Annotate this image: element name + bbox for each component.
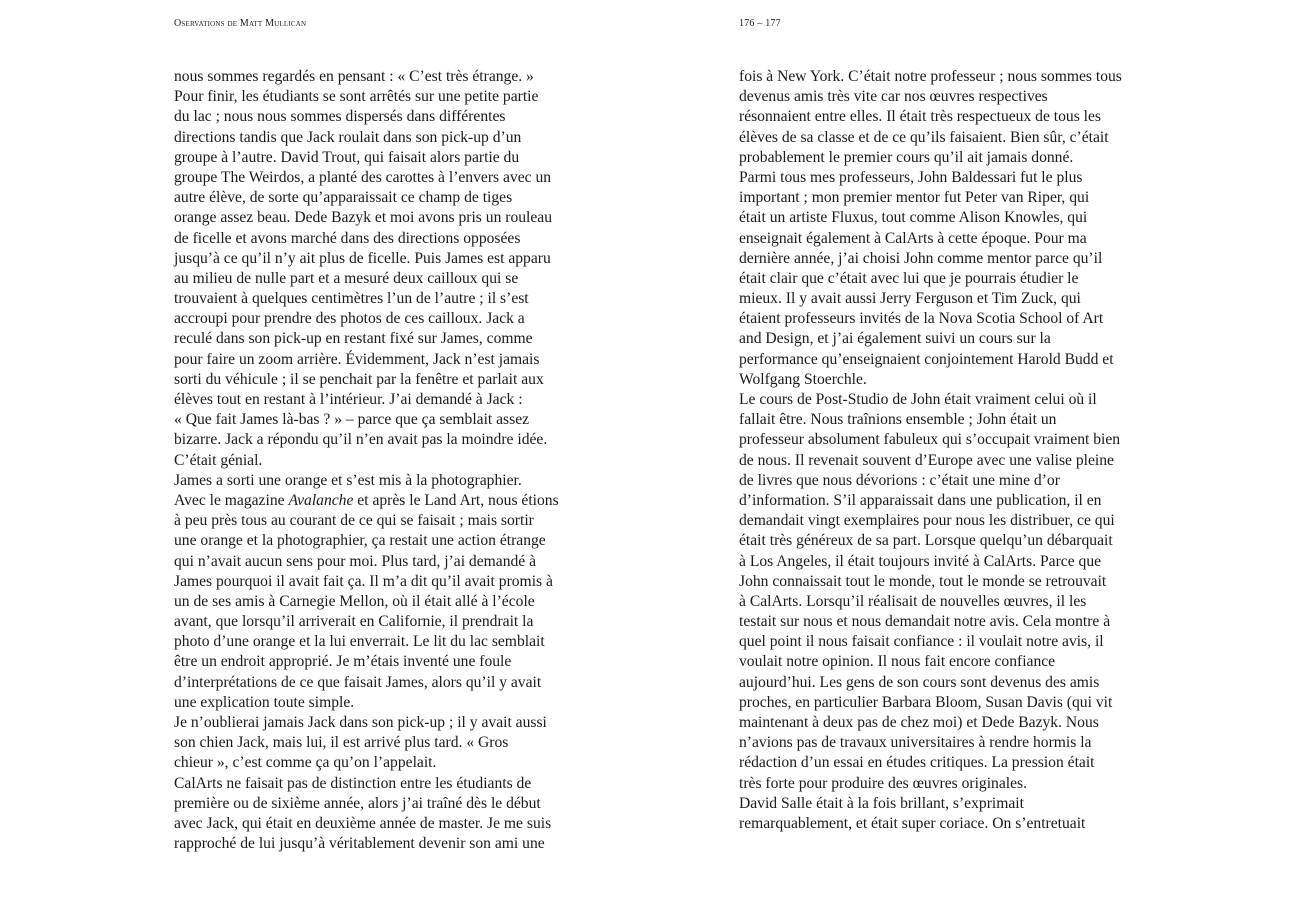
text-line: orange assez beau. Dede Bazyk et moi avons pris un rouleau [174,209,553,227]
text-line: important ; mon premier mentor fut Peter van Riper, qui [739,189,1090,207]
text-line: photo d’une orange et la lui enverrait. Le lit du lac semblait [174,633,545,651]
text-line: de ficelle et avons marché dans des directions opposées [174,229,521,247]
text-line: une explication toute simple. [174,693,355,711]
text-line: résonnaient entre elles. Il était très respectueux de tous les [739,108,1101,126]
text-line: « Que fait James là-bas ? » – parce que ça semblait assez [174,411,530,429]
text-line: aujourd’hui. Les gens de son cours sont devenus des amis [739,673,1100,691]
text-line: avec Jack, qui était en deuxième année de master. Je me suis [174,814,552,832]
text-line: à peu près tous au courant de ce qui se faisait ; mais sortir [174,512,534,530]
text-line: and Design, et j’ai également suivi un cours sur la [739,330,1051,348]
text-line: d’information. S’il apparaissait dans une publication, il en [739,491,1102,509]
text-line: autre élève, de sorte qu’apparaissait ce champ de tiges [174,189,513,207]
text-line: d’interprétations de ce que faisait James, alors qu’il y avait [174,673,542,691]
text-line: mieux. Il y avait aussi Jerry Ferguson et Tim Zuck, qui [739,290,1081,308]
magazine-title: Avalanche [288,491,354,509]
text-line: à Los Angeles, il était toujours invité à CalArts. Parce que [739,552,1102,570]
text-line: très forte pour produire des œuvres originales. [739,774,1027,792]
text-line: qui n’avait aucun sens pour moi. Plus tard, j’ai demandé à [174,552,537,570]
text-line: groupe à l’autre. David Trout, qui faisait alors partie du [174,148,520,166]
text-line: demandait vingt exemplaires pour nous les distribuer, ce qui [739,512,1115,530]
text-line: pour faire un zoom arrière. Évidemment, Jack n’est jamais [174,350,540,368]
text-line: au milieu de nulle part et a mesuré deux cailloux qui se [174,269,519,287]
text-line: élèves de sa classe et de ce qu’ils faisaient. Bien sûr, c’était [739,128,1109,146]
page-numbers: 176 – 177 [739,18,781,29]
text-line: fois à New York. C’était notre professeur ; nous sommes tous [739,68,1122,85]
left-page-text [174,67,574,854]
text-line: son chien Jack, mais lui, il est arrivé plus tard. « Gros [174,734,509,752]
text-line: performance qu’enseignaient conjointement Harold Budd et [739,350,1114,368]
text-line: C’était génial. [174,451,263,469]
text-line: dernière année, j’ai choisi John comme mentor parce qu’il [739,249,1103,267]
text-line: maintenant à deux pas de chez moi) et Dede Bazyk. Nous [739,714,1099,731]
text-line: était un artiste Fluxus, tout comme Alison Knowles, qui [739,209,1088,227]
text-line: enseignait également à CalArts à cette époque. Pour ma [739,229,1087,247]
text-line: CalArts ne faisait pas de distinction entre les étudiants de [174,774,532,792]
text-line: de livres que nous dévorions : c’était une mine d’or [739,471,1060,489]
text-line: étaient professeurs invités de la Nova Scotia School of Art [739,310,1104,328]
text-line: devenus amis très vite car nos œuvres respectives [739,88,1048,106]
text-line: une orange et la photographier, ça restait une action étrange [174,532,546,550]
text-line: Je n’oublierai jamais Jack dans son pick-up ; il y avait aussi [174,714,547,731]
text-line: rapproché de lui jusqu’à véritablement devenir son ami une [174,835,545,853]
text-line: James pourquoi il avait fait ça. Il m’a dit qu’il avait promis à [174,572,553,590]
text-line: de nous. Il revenait souvent d’Europe avec une valise pleine [739,451,1114,469]
text-line: sorti du véhicule ; il se penchait par la fenêtre et parlait aux [174,370,544,388]
text-line: Parmi tous mes professeurs, John Baldessari fut le plus [739,168,1083,186]
text-line: John connaissait tout le monde, tout le monde se retrouvait [739,572,1107,590]
text-line: être un endroit approprié. Je m’étais inventé une foule [174,653,512,671]
text-line: élèves tout en restant à l’intérieur. J’ai demandé à Jack : [174,391,523,408]
text-line: directions tandis que Jack roulait dans son pick-up d’un [174,128,522,146]
text-line: groupe The Weirdos, a planté des carottes à l’envers avec un [174,168,552,186]
text-line: jusqu’à ce qu’il n’y ait plus de ficelle. Puis James est apparu [174,249,551,267]
text-line-avalanche [174,491,574,511]
text-line: fallait être. Nous traînions ensemble ; John était un [739,411,1057,429]
text-line: David Salle était à la fois brillant, s’exprimait [739,794,1024,812]
right-page-text [739,67,1139,834]
text-line: du lac ; nous nous sommes dispersés dans différentes [174,108,506,126]
text-line: bizarre. Jack a répondu qu’il n’en avait pas la moindre idée. [174,431,548,449]
text-segment: Avec le magazine [174,491,289,509]
text-line: un de ses amis à Carnegie Mellon, où il était allé à l’école [174,592,535,610]
running-head-left: Oservations de Matt Mullican [174,18,307,29]
text-line: à CalArts. Lorsqu’il réalisait de nouvelles œuvres, il les [739,592,1087,610]
text-segment: et après le Land Art, nous étions [353,491,559,509]
text-line: Wolfgang Stoerchle. [739,370,867,388]
text-line: Le cours de Post-Studio de John était vraiment celui où il [739,391,1097,408]
text-line: était clair que c’était avec lui que je pourrais étudier le [739,269,1079,287]
text-line: trouvaient à quelques centimètres l’un de l’autre ; il s’est [174,290,529,308]
text-line: rédaction d’un essai en études critiques. La pression était [739,754,1095,772]
text-line: avant, que lorsqu’il arriverait en Californie, il prendrait la [174,613,534,631]
text-line: accroupi pour prendre des photos de ces cailloux. Jack a [174,310,525,328]
text-line: remarquablement, et était super coriace. On s’entretuait [739,814,1086,832]
text-line: probablement le premier cours qu’il ait jamais donné. [739,148,1074,166]
text-line: reculé dans son pick-up en restant fixé sur James, comme [174,330,533,348]
text-line: chieur », c’est comme ça qu’on l’appelait. [174,754,437,772]
text-line: testait sur nous et nous demandait notre avis. Cela montre à [739,613,1111,631]
text-line: James a sorti une orange et s’est mis à la photographier. [174,471,522,489]
text-line: voulait notre opinion. Il nous fait encore confiance [739,653,1056,671]
text-line: Pour finir, les étudiants se sont arrêtés sur une petite partie [174,88,539,106]
text-line: première ou de sixième année, alors j’ai traîné dès le début [174,794,541,812]
text-line: était très généreux de sa part. Lorsque quelqu’un débarquait [739,532,1113,550]
text-line: n’avions pas de travaux universitaires à rendre hormis la [739,734,1092,752]
text-line: proches, en particulier Barbara Bloom, Susan Davis (qui vit [739,693,1113,711]
text-line: nous sommes regardés en pensant : « C’est très étrange. » [174,68,534,85]
text-line: professeur absolument fabuleux qui s’occupait vraiment bien [739,431,1121,449]
text-line: quel point il nous faisait confiance : il voulait notre avis, il [739,633,1104,651]
